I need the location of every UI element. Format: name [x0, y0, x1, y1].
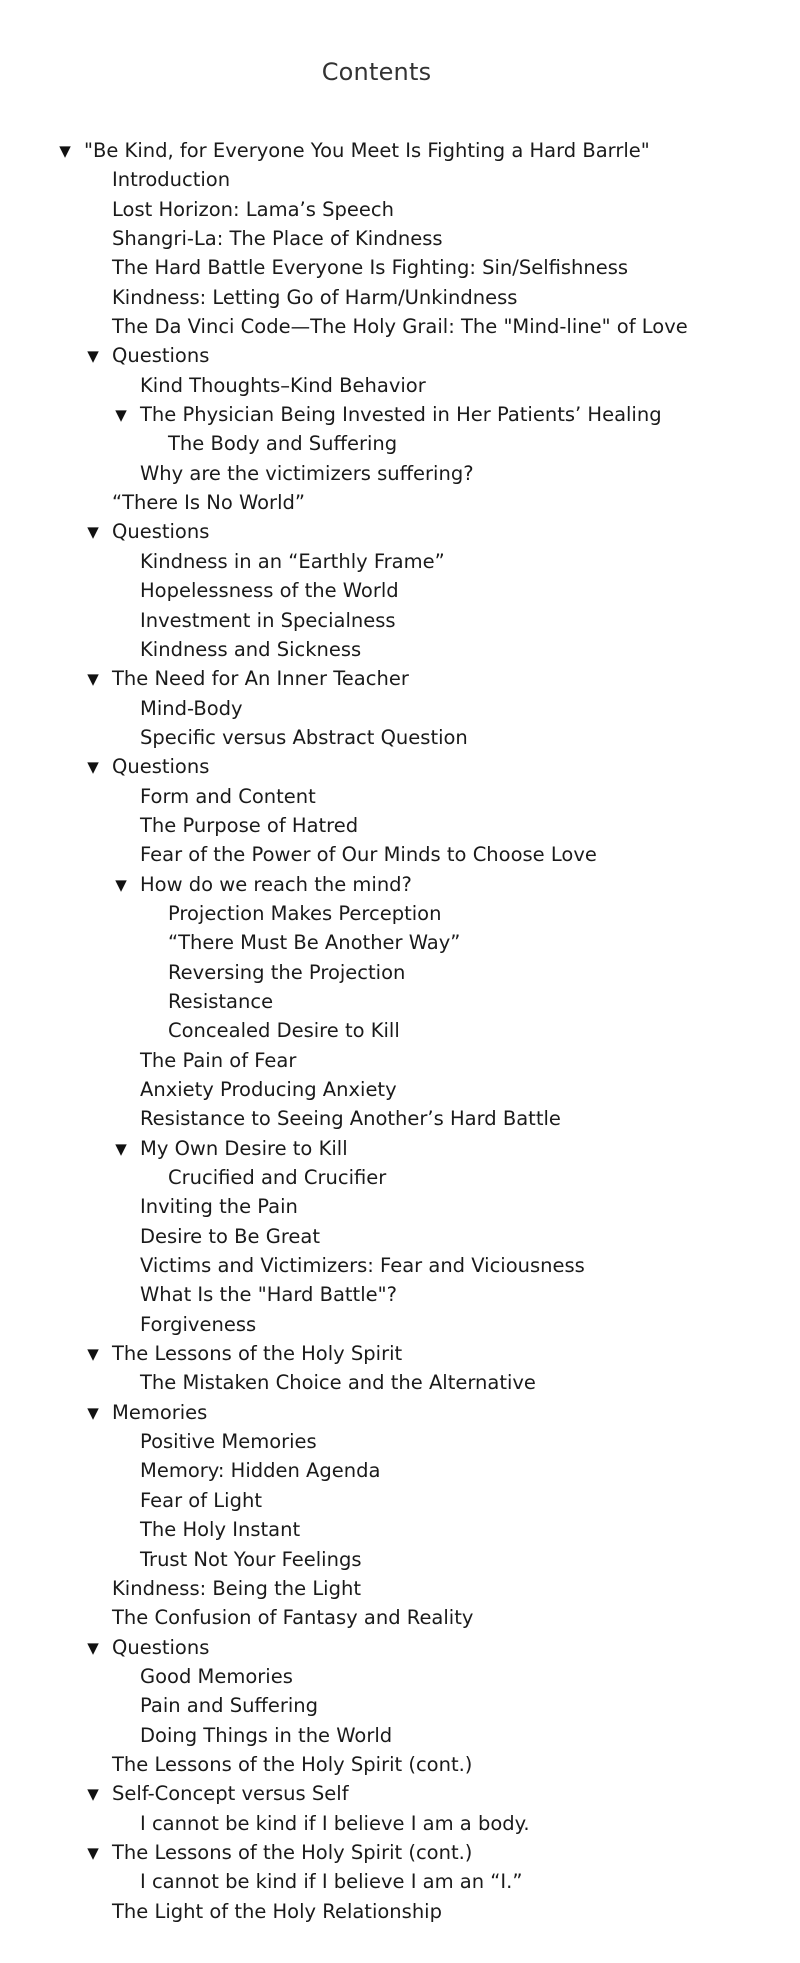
- toc-item[interactable]: [0, 517, 790, 546]
- toc-item-label: “There Must Be Another Way”: [168, 931, 461, 955]
- toc-item[interactable]: [0, 165, 790, 194]
- toc-item-label: Projection Makes Perception: [168, 901, 442, 925]
- toc-item-label: Pain and Suffering: [140, 1694, 319, 1718]
- toc-item-label: Form and Content: [140, 784, 316, 808]
- toc-item-label: Kindness: Letting Go of Harm/Unkindness: [112, 285, 518, 309]
- toc-item-label: I cannot be kind if I believe I am a body.: [140, 1811, 530, 1835]
- toc-item-label: Kindness: Being the Light: [112, 1576, 361, 1600]
- toc-item[interactable]: [0, 1838, 790, 1867]
- toc-item-label: Desire to Be Great: [140, 1224, 321, 1248]
- toc-item-label: Lost Horizon: Lama’s Speech: [112, 197, 394, 221]
- toc-item[interactable]: [0, 429, 790, 458]
- toc-item[interactable]: [0, 782, 790, 811]
- toc-item[interactable]: [0, 312, 790, 341]
- toc-item[interactable]: [0, 1192, 790, 1221]
- toc-item-label: Hopelessness of the World: [140, 579, 399, 603]
- toc-item[interactable]: [0, 1486, 790, 1515]
- toc-item-label: I cannot be kind if I believe I am an “I.”: [140, 1870, 523, 1894]
- table-of-contents: [0, 136, 790, 1926]
- toc-item[interactable]: [0, 1809, 790, 1838]
- toc-item-label: Positive Memories: [140, 1430, 317, 1454]
- toc-item[interactable]: [0, 1075, 790, 1104]
- toc-item-label: My Own Desire to Kill: [140, 1136, 348, 1160]
- toc-item[interactable]: [0, 840, 790, 869]
- toc-item[interactable]: [0, 1339, 790, 1368]
- toc-item[interactable]: [0, 1104, 790, 1133]
- toc-item[interactable]: [0, 1456, 790, 1485]
- toc-item[interactable]: [0, 1515, 790, 1544]
- toc-item-label: Doing Things in the World: [140, 1723, 393, 1747]
- toc-item[interactable]: [0, 341, 790, 370]
- toc-item-label: Crucified and Crucifier: [168, 1166, 387, 1190]
- toc-item-label: “There Is No World”: [112, 491, 305, 515]
- toc-item[interactable]: [0, 1251, 790, 1280]
- toc-item-label: Why are the victimizers suffering?: [140, 461, 474, 485]
- expand-toggle-icon[interactable]: ▼: [87, 1638, 99, 1657]
- toc-item[interactable]: [0, 870, 790, 899]
- toc-item-label: Kind Thoughts–Kind Behavior: [140, 373, 426, 397]
- toc-item-label: Memories: [112, 1400, 208, 1424]
- expand-toggle-icon[interactable]: ▼: [87, 1345, 99, 1364]
- toc-item-label: Kindness and Sickness: [140, 637, 362, 661]
- toc-item-label: Victims and Victimizers: Fear and Viciousness: [140, 1254, 585, 1278]
- expand-toggle-icon[interactable]: ▼: [59, 142, 71, 160]
- toc-item-label: The Purpose of Hatred: [140, 813, 359, 837]
- toc-item[interactable]: [0, 459, 790, 488]
- toc-item-label: The Holy Instant: [140, 1518, 301, 1542]
- toc-item-label: The Need for An Inner Teacher: [112, 667, 409, 691]
- toc-item[interactable]: [0, 811, 790, 840]
- toc-item-label: The Pain of Fear: [140, 1048, 297, 1072]
- toc-item[interactable]: [0, 224, 790, 253]
- toc-item-label: Investment in Specialness: [140, 608, 396, 632]
- expand-toggle-icon[interactable]: ▼: [87, 670, 99, 689]
- toc-item[interactable]: [0, 1867, 790, 1896]
- toc-item[interactable]: [0, 958, 790, 987]
- toc-item-label: Concealed Desire to Kill: [168, 1019, 400, 1043]
- toc-item[interactable]: [0, 1310, 790, 1339]
- toc-item-label: Forgiveness: [140, 1312, 257, 1336]
- toc-item[interactable]: [0, 1779, 790, 1808]
- toc-item[interactable]: [0, 195, 790, 224]
- toc-item[interactable]: [0, 400, 790, 429]
- toc-item-label: Inviting the Pain: [140, 1195, 298, 1219]
- toc-item-label: Questions: [112, 755, 210, 779]
- toc-item-label: Questions: [112, 520, 210, 544]
- toc-item[interactable]: [0, 723, 790, 752]
- toc-item-label: Trust Not Your Feelings: [140, 1547, 362, 1571]
- toc-item-label: Questions: [112, 344, 210, 368]
- toc-item-label: Shangri-La: The Place of Kindness: [112, 227, 443, 251]
- toc-item-label: Introduction: [112, 168, 231, 192]
- toc-item-label: Memory: Hidden Agenda: [140, 1459, 381, 1483]
- toc-item-label: The Mistaken Choice and the Alternative: [140, 1371, 536, 1395]
- toc-item-label: The Lessons of the Holy Spirit (cont.): [112, 1840, 473, 1864]
- toc-item[interactable]: [0, 1046, 790, 1075]
- expand-toggle-icon[interactable]: ▼: [115, 875, 127, 894]
- toc-item-label: Questions: [112, 1635, 210, 1659]
- toc-item-label: The Lessons of the Holy Spirit: [112, 1342, 403, 1366]
- expand-toggle-icon[interactable]: ▼: [87, 523, 99, 542]
- toc-item[interactable]: [0, 1603, 790, 1632]
- toc-item[interactable]: [0, 928, 790, 957]
- toc-item[interactable]: [0, 606, 790, 635]
- expand-toggle-icon[interactable]: ▼: [87, 1843, 99, 1862]
- toc-item[interactable]: [0, 1545, 790, 1574]
- toc-item[interactable]: [0, 987, 790, 1016]
- expand-toggle-icon[interactable]: ▼: [87, 1403, 99, 1422]
- toc-item[interactable]: [0, 371, 790, 400]
- toc-item-label: The Lessons of the Holy Spirit (cont.): [112, 1752, 473, 1776]
- toc-item[interactable]: [0, 1662, 790, 1691]
- toc-item-label: "Be Kind, for Everyone You Meet Is Fighting a Hard Barrle": [84, 139, 650, 162]
- toc-item-label: How do we reach the mind?: [140, 872, 412, 896]
- toc-item-label: Specific versus Abstract Question: [140, 725, 468, 749]
- page-title: Contents: [321, 58, 432, 86]
- toc-item-label: Resistance: [168, 989, 274, 1013]
- toc-item-label: Anxiety Producing Anxiety: [140, 1078, 397, 1101]
- expand-toggle-icon[interactable]: ▼: [115, 1139, 127, 1158]
- toc-item[interactable]: [0, 1134, 790, 1163]
- expand-toggle-icon[interactable]: ▼: [115, 406, 127, 425]
- toc-item-label: The Hard Battle Everyone Is Fighting: Sin/Selfishness: [112, 256, 629, 280]
- toc-item[interactable]: [0, 1750, 790, 1779]
- toc-item[interactable]: [0, 1222, 790, 1251]
- expand-toggle-icon[interactable]: ▼: [87, 1785, 99, 1804]
- toc-item-label: Resistance to Seeing Another’s Hard Battle: [140, 1107, 561, 1131]
- expand-toggle-icon[interactable]: ▼: [87, 758, 99, 777]
- toc-item[interactable]: [0, 1574, 790, 1603]
- toc-item[interactable]: [0, 752, 790, 781]
- expand-toggle-icon[interactable]: ▼: [87, 347, 99, 366]
- toc-item[interactable]: [0, 635, 790, 664]
- toc-item-label: Kindness in an “Earthly Frame”: [140, 549, 445, 573]
- toc-item[interactable]: [0, 1691, 790, 1720]
- toc-item[interactable]: [0, 283, 790, 312]
- toc-item[interactable]: [0, 253, 790, 282]
- toc-item-label: The Light of the Holy Relationship: [112, 1899, 442, 1923]
- toc-item-label: The Body and Suffering: [168, 432, 398, 456]
- toc-item-label: The Confusion of Fantasy and Reality: [112, 1606, 474, 1630]
- toc-item[interactable]: [0, 664, 790, 693]
- toc-item[interactable]: [0, 1368, 790, 1397]
- toc-item-label: Fear of the Power of Our Minds to Choose Love: [140, 843, 597, 867]
- toc-item[interactable]: [0, 1280, 790, 1309]
- toc-item[interactable]: [0, 694, 790, 723]
- toc-item-label: Self-Concept versus Self: [112, 1782, 349, 1806]
- toc-item[interactable]: [0, 547, 790, 576]
- toc-item-label: Mind-Body: [140, 696, 243, 720]
- toc-item[interactable]: [0, 1721, 790, 1750]
- toc-item-label: What Is the "Hard Battle"?: [140, 1283, 397, 1307]
- toc-item[interactable]: [0, 1427, 790, 1456]
- toc-item-label: The Physician Being Invested in Her Patients’ Healing: [140, 403, 662, 427]
- toc-item[interactable]: [0, 1016, 790, 1045]
- toc-item-label: The Da Vinci Code—The Holy Grail: The "Mind-line" of Love: [112, 315, 688, 339]
- toc-item-label: Fear of Light: [140, 1488, 262, 1512]
- toc-item[interactable]: [0, 1897, 790, 1926]
- toc-item[interactable]: [0, 488, 790, 517]
- toc-item[interactable]: [0, 899, 790, 928]
- toc-item[interactable]: [0, 576, 790, 605]
- toc-item-label: Good Memories: [140, 1664, 293, 1688]
- toc-item[interactable]: [0, 1398, 790, 1427]
- toc-item[interactable]: [0, 1633, 790, 1662]
- toc-item[interactable]: [0, 1163, 790, 1192]
- toc-item-label: Reversing the Projection: [168, 960, 406, 984]
- toc-item[interactable]: [0, 136, 790, 165]
